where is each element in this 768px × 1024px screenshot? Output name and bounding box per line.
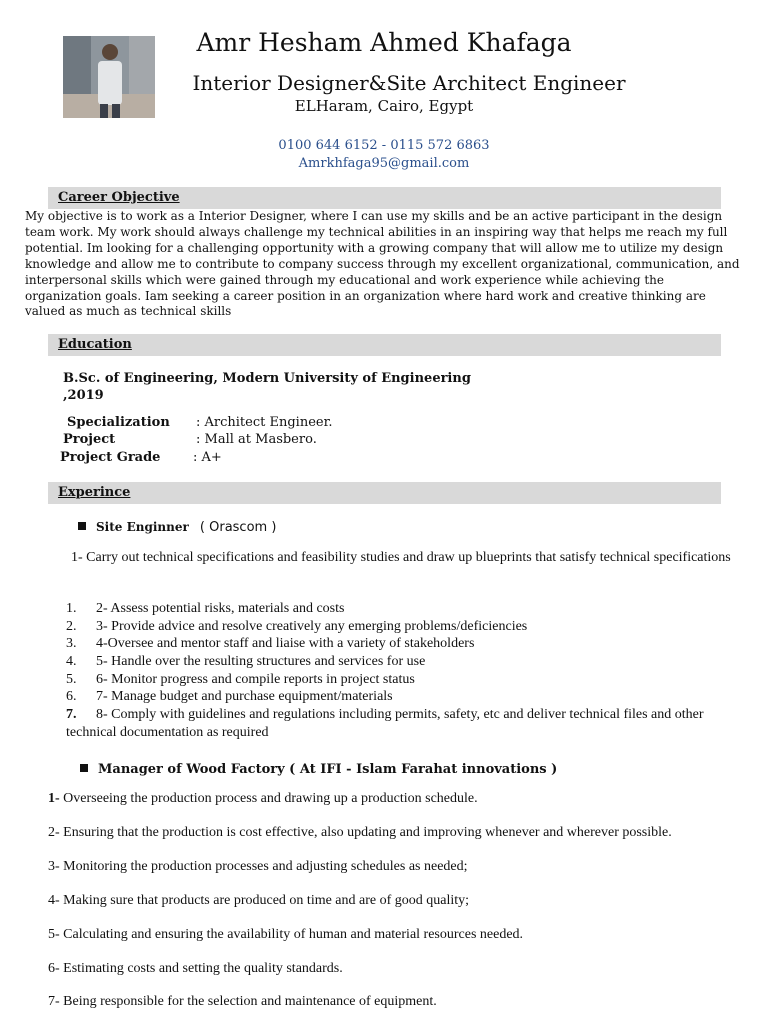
list-item-text: 3- Provide advice and resolve creatively any emerging problems/deficiencies (96, 618, 528, 634)
list-item-number: 1- (48, 791, 60, 806)
project-grade-value: : A+ (193, 450, 222, 465)
degree-line-2: ,2019 (63, 388, 104, 403)
degree-line-1: B.Sc. of Engineering, Modern University of Engineering (63, 371, 471, 386)
job1-title (78, 516, 276, 535)
list-item-number: 6. (66, 689, 77, 705)
job2-title (80, 758, 557, 777)
list-item: 6- Estimating costs and setting the quality standards. (48, 961, 343, 976)
list-item-text: 8- Comply with guidelines and regulations including permits, safety, etc and deliver technical files and other technical documentation as required (66, 707, 704, 741)
list-item-text: 7- Manage budget and purchase equipment/materials (96, 689, 393, 705)
bullet-square-icon (80, 764, 88, 772)
job-title: Interior Designer&Site Architect Engineer (192, 71, 626, 95)
bullet-square-icon (78, 522, 86, 530)
list-item-text: 2- Assess potential risks, materials and costs (96, 601, 345, 616)
list-item (66, 618, 746, 636)
list-item: 7- Being responsible for the selection and maintenance of equipment. (48, 994, 437, 1009)
education-heading (48, 334, 721, 356)
list-item (66, 706, 746, 742)
project-value: : Mall at Masbero. (196, 432, 317, 447)
list-item: 2- Ensuring that the production is cost effective, also updating and improving whenever and wherever possible. (48, 825, 672, 840)
list-item-text: Overseeing the production process and drawing up a production schedule. (59, 791, 478, 806)
list-item: 4- Making sure that products are produced on time and are of good quality; (48, 893, 470, 908)
list-item (66, 688, 746, 706)
career-objective-heading-text: Career Objective (58, 190, 180, 205)
project-label: Project (63, 432, 116, 447)
education-degree (63, 370, 483, 404)
list-item-text: 6- Monitor progress and compile reports in project status (96, 671, 415, 687)
list-item (66, 671, 746, 689)
list-item-text: 5- Handle over the resulting structures and services for use (96, 654, 426, 670)
list-item-text: 4-Oversee and mentor staff and liaise with a variety of stakeholders (96, 636, 475, 652)
list-item-number: 7. (66, 707, 77, 723)
list-item-number: 5. (66, 671, 77, 687)
career-objective-text: My objective is to work as a Interior Designer, where I can use my skills and be an active participant in the design team work. My work should always challenge my technical abilities in an inspiring way that helps me reach my full potential. Im looking for a challenging opportunity with a growing company that will allow me to utilize my design knowledge and allow me to contribute to company success through my excellent organizational, communication, and interpersonal skills which were gained through my educational and work experience while achieving the organization goals. Iam seeking a career position in an organization where hard work and creative thinking are valued as much as technical skills (25, 209, 740, 319)
list-item (66, 600, 746, 618)
list-item: 3- Monitoring the production processes and adjusting schedules as needed; (48, 859, 468, 874)
email-address[interactable]: Amrkhfaga95@gmail.com (298, 156, 470, 171)
job1-intro: 1- Carry out technical specifications and feasibility studies and draw up blueprints that satisfy technical specifications (71, 550, 731, 565)
list-item (48, 791, 478, 807)
list-item-number: 2. (66, 618, 77, 634)
project-grade-label: Project Grade (60, 450, 161, 465)
job1-duty-list (66, 600, 746, 742)
specialization-value: : Architect Engineer. (196, 415, 333, 430)
job1-company: ( Orascom ) (199, 520, 277, 535)
list-item (66, 635, 746, 653)
list-item-number: 4. (66, 654, 77, 670)
job2-role: Manager of Wood Factory ( At IFI - Islam Farahat innovations ) (98, 762, 558, 777)
education-heading-text: Education (58, 337, 132, 352)
list-item (66, 653, 746, 671)
specialization-label: Specialization (67, 415, 170, 430)
list-item-number: 1. (66, 601, 77, 616)
experience-heading-text: Experince (58, 485, 131, 500)
list-item-number: 3. (66, 636, 77, 652)
experience-heading (48, 482, 721, 504)
location: ELHaram, Cairo, Egypt (294, 97, 474, 115)
candidate-name: Amr Hesham Ahmed Khafaga (196, 28, 572, 57)
list-item: 5- Calculating and ensuring the availability of human and material resources needed. (48, 927, 524, 942)
phone-numbers: 0100 644 6152 - 0115 572 6863 (278, 138, 490, 153)
career-objective-heading (48, 187, 721, 209)
job1-role: Site Enginner (96, 520, 189, 534)
